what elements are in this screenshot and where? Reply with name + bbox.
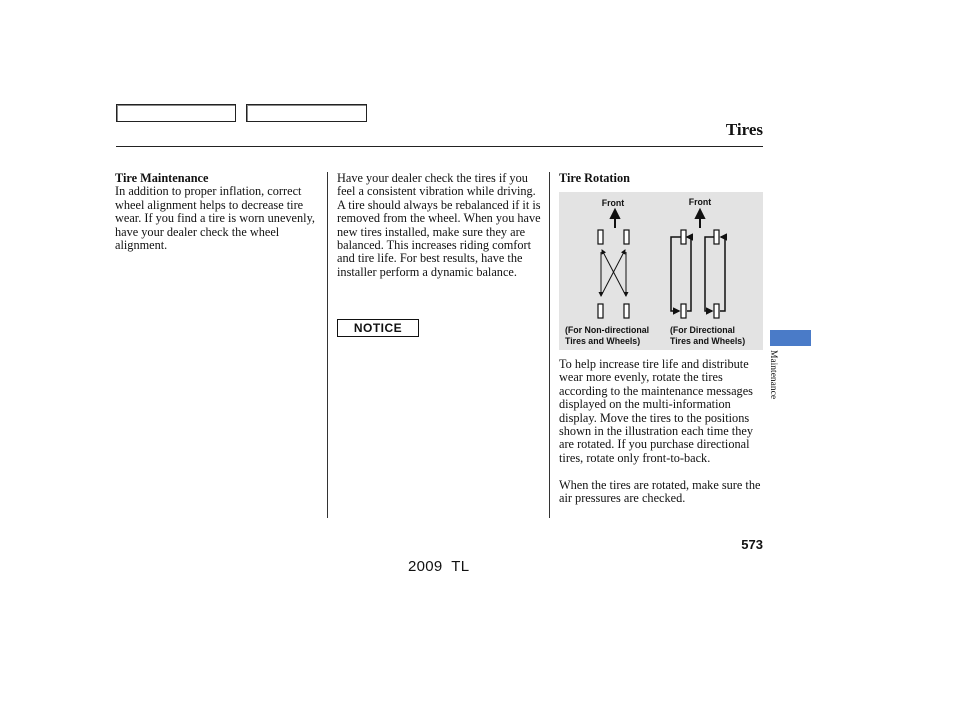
caption-right-line2: Tires and Wheels) bbox=[670, 336, 746, 346]
column-tire-rotation bbox=[559, 172, 761, 185]
tire-maintenance-heading: Tire Maintenance bbox=[115, 171, 209, 185]
balancing-body: Have your dealer check the tires if you feel a consistent vibration while driving. A tire should always be rebalanced if it is removed from the wheel. When you have new tires installed, make sure they are balanced. This increases riding comfort and tire life. For best results, have the installer perform a dynamic balance. bbox=[337, 171, 541, 279]
page-title: Tires bbox=[725, 120, 763, 139]
tire-rotation-text bbox=[559, 358, 761, 519]
page-number: 573 bbox=[741, 537, 763, 552]
tire-rotation-diagram bbox=[559, 192, 763, 350]
tire-front-left bbox=[598, 230, 603, 244]
caption-right-line1: (For Directional bbox=[670, 325, 736, 335]
front-label-left: Front bbox=[601, 198, 625, 208]
tire-rotation-para-2: When the tires are rotated, make sure the air pressures are checked. bbox=[559, 477, 761, 506]
section-tab-label-wrap bbox=[762, 350, 792, 420]
tire-front-right bbox=[624, 230, 629, 244]
front-label-right: Front bbox=[688, 197, 712, 207]
tire-rear-left bbox=[598, 304, 603, 318]
tire-rotation-heading: Tire Rotation bbox=[559, 171, 630, 185]
section-tab[interactable] bbox=[770, 330, 811, 346]
tire-front-right-directional bbox=[714, 230, 719, 244]
column-balancing bbox=[337, 172, 543, 279]
section-tab-label: Maintenance bbox=[768, 350, 778, 400]
nav-button-1[interactable] bbox=[116, 104, 236, 122]
tire-rotation-para-1: To help increase tire life and distribute wear more evenly, rotate the tires according to the maintenance messages displayed on the multi-information display. Move the tires to the positions shown in the illustration each time they are rotated. If you purchase directional tires, rotate only front-to-back. bbox=[559, 357, 753, 465]
tire-rear-right-directional bbox=[714, 304, 719, 318]
footer-model: 2009 TL bbox=[408, 558, 470, 575]
caption-left-line2: Tires and Wheels) bbox=[565, 336, 641, 346]
notice-label: NOTICE bbox=[337, 319, 419, 337]
caption-left-line1: (For Non-directional bbox=[565, 325, 650, 335]
tire-maintenance-body: In addition to proper inflation, correct wheel alignment helps to decrease tire wear. If you find a tire is worn unevenly, have your dealer check the wheel alignment. bbox=[115, 184, 315, 253]
nav-button-2[interactable] bbox=[246, 104, 367, 122]
tire-rear-right bbox=[624, 304, 629, 318]
tire-rear-left-directional bbox=[681, 304, 686, 318]
column-tire-maintenance bbox=[115, 172, 315, 252]
column-divider-1 bbox=[327, 172, 328, 518]
tire-rotation-illustration bbox=[559, 192, 763, 350]
front-arrow-right-icon bbox=[696, 210, 704, 228]
column-divider-2 bbox=[549, 172, 550, 518]
tire-front-left-directional bbox=[681, 230, 686, 244]
title-rule bbox=[116, 146, 763, 147]
front-arrow-left-icon bbox=[611, 210, 619, 228]
